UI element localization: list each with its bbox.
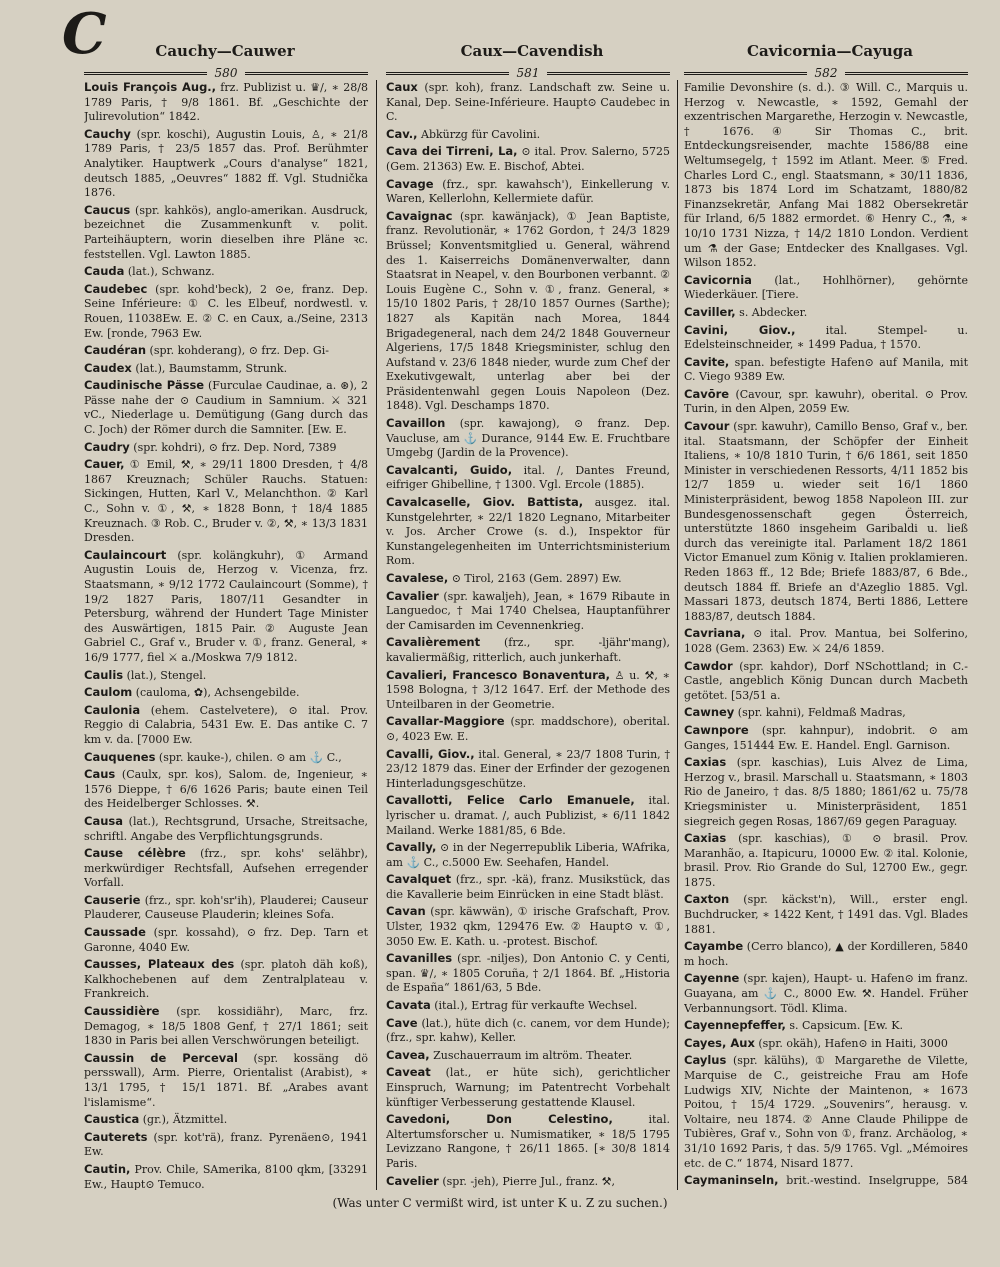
entry-text: ital. Altertumsforscher u. Numismatiker, ∗ 18/5 1795 Levizzano Rangone, † 26/11 1865. [∗ 30/8 1814 Paris. (386, 1113, 670, 1170)
entry-headword: Cavallar-Maggiore (386, 714, 505, 729)
entry-headword: Cavea, (386, 1047, 430, 1062)
dictionary-entry (84, 925, 368, 955)
dictionary-entry (386, 144, 670, 174)
page-1-number-rule (84, 66, 368, 80)
page-1-title: Cauchy—Cauwer (155, 42, 295, 60)
page-2-column (386, 80, 670, 1190)
entry-headword: Cawnpore (684, 722, 749, 737)
page-3-number: 582 (814, 66, 838, 80)
dictionary-entry (84, 203, 368, 262)
entry-text: (cauloma, ✿), Achsengebilde. (132, 686, 300, 700)
entry-text: Zuschauerraum im altröm. Theater. (429, 1048, 633, 1062)
rule-left (386, 72, 509, 75)
page-1-header (110, 42, 340, 64)
dictionary-entry (684, 626, 968, 656)
entry-text: (lat., er hüte sich), gerichtlicher Einspruch, Warnung; im Patentrecht Vorbehalt künftiger Verbesserung gestattende Klausel. (386, 1066, 670, 1109)
entry-text: (gr.), Ätzmittel. (139, 1113, 228, 1127)
dictionary-entry (684, 273, 968, 303)
page-3-title: Cavicornia—Cayuga (747, 42, 913, 60)
entry-text: (spr. käwwän), ① irische Grafschaft, Prov. Ulster, 1932 qkm, 129476 Ew. ② Haupt⊙ v. ①, 3050 Ew. E. Kath. u. -protest. Bischof. (386, 905, 670, 948)
page-3-number-rule (684, 66, 968, 80)
dictionary-entry (84, 1004, 368, 1049)
entry-text: (frz., spr. kawahsch'), Einkellerung v. Waren, Kellerlohn, Kellermiete dafür. (386, 177, 670, 206)
dictionary-entry (684, 1173, 968, 1190)
entry-headword: Caulom (84, 685, 133, 700)
entry-headword: Caudéran (84, 343, 147, 358)
dictionary-entry (386, 1016, 670, 1046)
dictionary-entry (84, 1112, 368, 1128)
entry-headword: Cayennepfeffer, (684, 1018, 786, 1033)
entry-headword: Causa (84, 813, 123, 828)
entry-headword: Cavally, (386, 840, 437, 855)
dictionary-entry (684, 892, 968, 937)
rule-left (84, 72, 207, 75)
entry-headword: Cawdor (684, 658, 733, 673)
entry-text: (lat.), Rechtsgrund, Ursache, Streitsache, schriftl. Angabe des Verpflichtungsgrunds. (84, 814, 368, 843)
page-2-title: Caux—Cavendish (460, 42, 604, 60)
entry-text: span. befestigte Hafen⊙ auf Manila, mit C. Viego 9389 Ew. (684, 355, 968, 384)
entry-text: (spr. -niljes), Don Antonio C. y Centi, span. ♛/, ∗ 1805 Coruña, † 2/1 1864. Bf. „Historia de España“ 1861/63, 5 Bde. (386, 952, 670, 995)
dictionary-entry (84, 264, 368, 280)
dictionary-entry (84, 685, 368, 701)
entry-headword: Cavedoni, Don Celestino, (386, 1112, 613, 1127)
dictionary-entry (84, 1051, 368, 1110)
entry-headword: Cavalcanti, Guido, (386, 462, 513, 477)
dictionary-entry (84, 548, 368, 666)
dictionary-entry (684, 705, 968, 721)
entry-headword: Caussidière (84, 1004, 160, 1019)
entry-text: (frz., spr. -ljähr'mang), kavaliermäßig, ritterlich, auch junkerhaft. (386, 636, 670, 664)
dictionary-entry (386, 1048, 670, 1064)
dictionary-entry (386, 714, 670, 744)
entry-headword: Cautin, (84, 1161, 131, 1176)
dictionary-entry (684, 387, 968, 417)
dictionary-entry (684, 723, 968, 753)
entry-text: (spr. kajen), Haupt- u. Hafen⊙ im franz. Guayana, am ⚓ C., 8000 Ew. ⚒. Handel. Früher Verbannungsort. Tödl. Klima. (684, 972, 968, 1015)
entry-text: (spr. kawaljeh), Jean, ∗ 1679 Ribaute in Languedoc, † Mai 1740 Chelsea, Hauptanführer der Camisarden im Cevennenkrieg. (386, 589, 670, 632)
entry-headword: Caudebec (84, 281, 148, 296)
entry-text: (lat.), Stengel. (123, 668, 207, 682)
dictionary-entry (84, 440, 368, 456)
entry-text: ⊙ ital. Prov. Mantua, bei Solferino, 1028 (Gem. 2363) Ew. ⚔ 24/6 1859. (684, 627, 968, 655)
dictionary-entry (84, 378, 368, 437)
dictionary-entry (386, 127, 670, 143)
dictionary-entry (84, 343, 368, 359)
entry-text: (spr. koschi), Augustin Louis, ♙, ∗ 21/8 1789 Paris, † 23/5 1857 das. Prof. Berühmter Analytiker. Hauptwerk „Cours d'analyse“ 1821, deutsch 1885, „Oeuvres“ 1882 ff. Vgl. Studnička 1876. (84, 127, 368, 200)
entry-text: (spr. kolängkuhr), ① Armand Augustin Louis de, Herzog v. Vicenza, frz. Staatsmann, ∗ 9/12 1772 Caulaincourt (Somme), † 19/2 1827 Paris, 1807/11 Gesandter in Petersburg, während der Hundert Tage Minister des Auswärtigen, 1815 Pair. ② Auguste Jean Gabriel C., Graf v., Bruder v. ①, franz. General, ∗ 16/9 1777, fiel ⚔ a./Moskwa 7/9 1812. (84, 548, 368, 664)
entry-text: (spr. kahnpur), indobrit. ⊙ am Ganges, 151444 Ew. E. Handel. Engl. Garnison. (684, 723, 968, 752)
entry-headword: Cavalese, (386, 571, 449, 585)
entry-headword: Cavelier (386, 1173, 439, 1188)
entry-headword: Caudex (84, 360, 132, 375)
entry-text: (lat.), Schwanz. (124, 265, 215, 279)
entry-text: ⊙ in der Negerrepublik Liberia, WAfrika, am ⚓ C., c.5000 Ew. Seehafen, Handel. (386, 841, 670, 869)
entry-text: ⊙ ital. Prov. Salerno, 5725 (Gem. 21363) Ew. E. Bischof, Abtei. (386, 145, 670, 173)
entry-headword: Cavalier (386, 588, 439, 603)
dictionary-entry (386, 177, 670, 207)
entry-headword: Cavalquet (386, 872, 452, 887)
entry-headword: Cavriana, (684, 626, 746, 641)
entry-headword: Cavanilles (386, 951, 453, 966)
entry-text: (lat., Hohlhörner), gehörnte Wiederkäuer. [Tiere. (684, 273, 968, 302)
entry-text: (spr. kahkös), anglo-amerikan. Ausdruck, bezeichnet die Zusammenkunft v. polit. Parteihäuptern, worin dieselben ihre Pläne ꝛc. feststellen. Vgl. Lawton 1885. (84, 203, 368, 261)
entry-text: (Furculae Caudinae, a. ⊛), 2 Pässe nahe der ⊙ Caudium in Samnium. ⚔ 321 vC., Niederlage u. Demütigung (Gang durch das C. Joch) der Römer durch die Samniter. [Ew. E. (84, 379, 368, 437)
entry-text: Prov. Chile, SAmerika, 8100 qkm, [33291 Ew., Haupt⊙ Temuco. (84, 1162, 368, 1190)
dictionary-entry (84, 282, 368, 341)
dictionary-entry (84, 1130, 368, 1160)
entry-headword: Cavalieri, Francesco Bonaventura, (386, 667, 610, 682)
dictionary-entry (386, 998, 670, 1014)
entry-text: (lat.), Baumstamm, Strunk. (131, 361, 288, 375)
entry-headword: Cauquenes (84, 749, 156, 764)
entry-headword: Cavaillon (386, 416, 446, 431)
entry-text: (spr. kauke-), chilen. ⊙ am ⚓ C., (155, 750, 342, 764)
entry-text: (Caulx, spr. kos), Salom. de, Ingenieur, ∗ 1576 Dieppe, † 6/6 1626 Paris; baute einen Teil des Heidelberger Schlosses. ⚒. (84, 768, 368, 811)
entry-headword: Caus (84, 767, 116, 782)
entry-text: (spr. kossidiähr), Marc, frz. Demagog, ∗ 18/5 1808 Genf, † 27/1 1861; seit 1830 in Paris bei allen Verschwörungen beteiligt. (84, 1005, 368, 1048)
entry-headword: Caylus (684, 1053, 727, 1068)
dictionary-entry (386, 209, 670, 414)
dictionary-entry (386, 668, 670, 713)
dictionary-entry (684, 1018, 968, 1034)
entry-headword: Cayenne (684, 971, 740, 986)
entry-headword: Caustica (84, 1112, 140, 1127)
page-2-header (412, 42, 652, 64)
section-letter: C (62, 1, 107, 67)
entry-headword: Cauda (84, 264, 125, 279)
entry-text: (spr. -jeh), Pierre Jul., franz. ⚒, (438, 1174, 615, 1188)
entry-text: Abkürzg für Cavolini. (417, 127, 541, 141)
entry-text: (ehem. Castelvetere), ⊙ ital. Prov. Reggio di Calabria, 5431 Ew. E. Das antike C. 7 km v. da. [7000 Ew. (84, 703, 368, 746)
dictionary-entry (684, 80, 968, 271)
dictionary-entry (84, 361, 368, 377)
dictionary-entry (386, 463, 670, 493)
dictionary-entry (386, 635, 670, 665)
entry-text: (spr. maddschore), oberital. ⊙, 4023 Ew. E. (386, 715, 670, 743)
entry-headword: Cauterets (84, 1129, 148, 1144)
entry-headword: Cavalli, Giov., (386, 746, 475, 761)
dictionary-entry (386, 872, 670, 902)
entry-text: (spr. kawajong), ⊙ franz. Dep. Vaucluse, am ⚓ Durance, 9144 Ew. E. Fruchtbare Umgebg (Jardin de la Provence). (386, 417, 670, 460)
entry-headword: Cavini, Giov., (684, 322, 796, 337)
dictionary-entry (386, 416, 670, 461)
dictionary-entry (386, 793, 670, 838)
entry-headword: Cavicornia (684, 272, 752, 287)
page-1-column (84, 80, 368, 1190)
dictionary-entry (386, 571, 670, 587)
entry-text: (spr. kossäng dö persswall), Arm. Pierre, Orientalist (Arabist), ∗ 13/1 1795, † 15/1 1871. Bf. „Arabes avant l'islamisme“. (84, 1051, 368, 1109)
entry-headword: Caulis (84, 667, 124, 682)
entry-headword: Cavallotti, Felice Carlo Emanuele, (386, 793, 635, 808)
entry-headword: Cavōre (684, 386, 730, 401)
page-1-number: 580 (214, 66, 238, 80)
entry-headword: Cavite, (684, 354, 730, 369)
entry-headword: Cauchy (84, 126, 131, 141)
entry-text: ital. General, ∗ 23/7 1808 Turin, † 23/12 1879 das. Einer der Erfinder der gezogenen Hinterladungsgeschütze. (386, 747, 670, 790)
entry-headword: Cayes, Aux (684, 1035, 755, 1050)
dictionary-entry (84, 814, 368, 844)
entry-headword: Caxton (684, 892, 730, 907)
entry-text: s. Abdecker. (735, 305, 808, 319)
dictionary-entry (684, 831, 968, 890)
entry-text: (spr. kälühs), ① Margarethe de Vilette, Marquise de C., geistreiche Frau am Hofe Ludwigs XIV, Nichte der Maintenon, ∗ 1673 Poitou, † 15/4 1729. „Souvenirs“, herausg. v. Voltaire, neu 1874. ② Anne Claude Philippe de Tubières, Graf v., Sohn von ①, franz. Archäolog, ∗ 31/10 1692 Paris, † das. 5/9 1765. Vgl. „Mémoires etc. de C.“ 1874, Nisard 1877. (684, 1054, 968, 1170)
page-2-number: 581 (516, 66, 540, 80)
entry-headword: Causerie (84, 892, 141, 907)
entry-headword: Cavan (386, 904, 426, 919)
entry-text: ital. Stempel- u. Edelsteinschneider, ∗ 1499 Padua, † 1570. (684, 323, 968, 352)
column-divider (677, 80, 678, 1190)
entry-headword: Cawney (684, 705, 735, 720)
entry-text: (lat.), hüte dich (c. canem, vor dem Hunde); (frz., spr. kahw), Keller. (386, 1016, 670, 1045)
dictionary-entry (386, 589, 670, 634)
entry-text: (spr. kohdri), ⊙ frz. Dep. Nord, 7389 (129, 440, 337, 454)
dictionary-entry (386, 747, 670, 792)
dictionary-entry (684, 323, 968, 353)
entry-text: (spr. käckst'n), Will., erster engl. Buchdrucker, ∗ 1422 Kent, † 1491 das. Vgl. Blades 1881. (684, 893, 968, 936)
dictionary-entry (684, 305, 968, 321)
entry-headword: Cav., (386, 126, 418, 141)
entry-text: (spr. kawänjack), ① Jean Baptiste, franz. Revolutionär, ∗ 1762 Gordon, † 24/3 1829 Brüssel; Konventsmitglied u. General, während des 1. Kaiserreichs Domänenverwalter, dann Staatsrat in Neapel, v. den Bourbonen verbannt. ② Louis Eugène C., Sohn v. ①, franz. General, ∗ 15/10 1802 Paris, † 28/10 1857 Ournes (Sarthe); 1827 als Kapitän nach Morea, 1844 Brigadegeneral, nach dem 24/2 1848 Gouverneur Algeriens, 17/5 1848 Kriegsminister, schlug den Aufstand v. 23/6 1848 nieder, wurde zum Chef der Exekutivgewalt, unterlag aber bei der Präsidentenwahl gegen Louis Napoleon (Dez. 1848). Vgl. Deschamps 1870. (386, 209, 670, 413)
entry-headword: Caymaninseln, (684, 1173, 779, 1188)
entry-text: ⊙ Tirol, 2163 (Gem. 2897) Ew. (448, 572, 622, 585)
entry-text: (spr. kawuhr), Camillo Benso, Graf v., ber. ital. Staatsmann, der Schöpfer der Einheit Italiens, ∗ 10/8 1810 Turin, † 6/6 1861, seit 1850 Minister in verschiedenen Ressorts, 4/11 1852 bis 12/7 1859 u. wieder seit 16/1 1860 Ministerpräsident, bewog 1858 Napoleon III. zur Bundesgenossenschaft gegen Österreich, unterstützte 1860 insgeheim Garibaldi u. ließ durch das vereinigte ital. Parlament 18/2 1861 Victor Emanuel zum König v. Italien proklamieren. Reden 1863 ff., 12 Bde; Briefe 1883/87, 6 Bde., deutsch 1884 ff. Briefe an d'Azeglio 1885. Vgl. Massari 1873, deutsch 1874, Berti 1886, Lettere 1883/87, deutsch 1884. (684, 420, 968, 623)
rule-left (684, 72, 807, 75)
entry-text: (spr. platoh däh koß), Kalkhochebenen auf dem Zentralplateau v. Frankreich. (84, 958, 368, 1001)
entry-text: (ital.), Ertrag für verkaufte Wechsel. (430, 999, 638, 1013)
entry-headword: Caussin de Perceval (84, 1050, 238, 1065)
entry-headword: Cavour (684, 419, 730, 434)
entry-text: ① Emil, ⚒, ∗ 29/11 1800 Dresden, † 4/8 1867 Kreuznach; Schüler Rauchs. Statuen: Sickingen, Hutten, Karl V., Melanchthon. ② Karl C., Sohn v. ①, ⚒, ∗ 1828 Bonn, † 18/4 1885 Kreuznach. ③ Rob. C., Bruder v. ②, ⚒, ∗ 13/3 1831 Dresden. (84, 458, 368, 545)
entry-headword: Cauer, (84, 457, 125, 472)
entry-text: (spr. kaschias), ① ⊙ brasil. Prov. Maranhão, a. Itapicuru, 10000 Ew. ② ital. Kolonie, brasil. Prov. Rio Grande do Sul, 12700 Ew., gegr. 1875. (684, 832, 968, 889)
entry-headword: Cavalcaselle, Giov. Battista, (386, 495, 584, 510)
entry-headword: Cayambe (684, 939, 744, 954)
entry-text: (Cerro blanco), ▲ der Kordilleren, 5840 m hoch. (684, 940, 968, 968)
entry-text: s. Capsicum. [Ew. K. (785, 1019, 903, 1033)
dictionary-entry (386, 1174, 670, 1190)
page-3-header (710, 42, 950, 64)
entry-text: (frz., spr. kohs' selähbr), merkwürdiger Rechtsfall, Aufsehen erregender Vorfall. (84, 847, 368, 890)
rule-right (245, 72, 368, 75)
entry-text: ital. lyrischer u. dramat. /, auch Publizist, ∗ 6/11 1842 Mailand. Werke 1881/85, 6 Bde. (386, 794, 670, 837)
dictionary-entry (84, 957, 368, 1002)
entry-headword: Caucus (84, 202, 131, 217)
entry-headword: Causses, Plateaux des (84, 957, 235, 972)
entry-text: (spr. kohderang), ⊙ frz. Dep. Gi- (146, 344, 329, 358)
column-divider (376, 80, 377, 1190)
dictionary-entry (684, 971, 968, 1016)
entry-text: (spr. kaschias), Luis Alvez de Lima, Herzog v., brasil. Marschall u. Staatsmann, ∗ 1803 Rio de Janeiro, † das. 8/5 1880; 1861/62 u. 75/78 Kriegsminister u. Ministerpräsident, 1851 siegreich gegen Rosas, 1867/69 gegen Paraguay. (684, 756, 968, 828)
entry-headword: Cavaignac (386, 208, 453, 223)
dictionary-entry (84, 893, 368, 923)
dictionary-entry (386, 951, 670, 996)
entry-headword: Caxias (684, 755, 727, 770)
entry-text: ital. /, Dantes Freund, eifriger Ghibelline, † 1300. Vgl. Ercole (1885). (386, 463, 670, 492)
dictionary-entry (386, 80, 670, 125)
dictionary-entry (84, 668, 368, 684)
dictionary-entry (84, 127, 368, 201)
entry-headword: Cavalièrement (386, 635, 481, 650)
entry-headword: Caux (386, 80, 418, 94)
rule-right (845, 72, 968, 75)
entry-headword: Cavata (386, 998, 431, 1013)
entry-headword: Caussade (84, 925, 146, 940)
entry-headword: Caxias (684, 831, 727, 846)
entry-text: ♙ u. ⚒, ∗ 1598 Bologna, † 3/12 1647. Erf. der Methode des Unteilbaren in der Geometrie. (386, 668, 670, 711)
dictionary-entry (84, 750, 368, 766)
entry-headword: Caveat (386, 1065, 431, 1080)
dictionary-entry (684, 1053, 968, 1171)
dictionary-entry (84, 703, 368, 748)
entry-text: (spr. okäh), Hafen⊙ in Haiti, 3000 (754, 1036, 948, 1050)
entry-text: frz. Publizist u. ♛/, ∗ 28/8 1789 Paris, † 9/8 1861. Bf. „Geschichte der Julirevolution“ 1842. (84, 81, 368, 124)
dictionary-entry (386, 1065, 670, 1110)
entry-text: Familie Devonshire (s. d.). ③ Will. C., Marquis u. Herzog v. Newcastle, ∗ 1592, Gemahl der exzentrischen Margarethe, Herzogin v. Newcastle, † 1676. ④ Sir Thomas C., brit. Entdeckungsreisender, machte 1586/88 eine Weltumsegelg, † 1592 im Atlant. Meer. ⑤ Fred. Charles Lord C., engl. Staatsmann, ∗ 30/11 1836, 1873 bis 1874 Lord im Schatzamt, 1880/82 Finanzsekretär, Anfang Mai 1882 Obersekretär für Irland, 6/5 1882 ermordet. ⑥ Henry C., ⚗, ∗ 10/10 1731 Nizza, † 14/2 1810 London. Verdient um ⚗ der Gase; Entdecker des Knallgases. Vgl. Wilson 1852. (684, 81, 968, 270)
dictionary-entry (84, 80, 368, 125)
dictionary-entry (684, 755, 968, 829)
entry-text: (frz., spr. koh'sr'ih), Plauderei; Causeur Plauderer, Causeuse Plauderin; kleines Sofa. (84, 893, 368, 922)
dictionary-entry (84, 457, 368, 546)
dictionary-entry (84, 1162, 368, 1190)
entry-headword: Cava dei Tirreni, La, (386, 144, 518, 159)
entry-text: (spr. kossahd), ⊙ frz. Dep. Tarn et Garonne, 4040 Ew. (84, 926, 368, 954)
page-2-number-rule (386, 66, 670, 80)
entry-headword: Caviller, (684, 304, 736, 319)
entry-headword: Caulaincourt (84, 547, 167, 562)
dictionary-entry (84, 846, 368, 891)
entry-text: (frz., spr. -kä), franz. Musikstück, das die Kavallerie beim Einrücken in eine Stadt bläst. (386, 873, 670, 901)
dictionary-entry (684, 659, 968, 704)
entry-text: (spr. kahni), Feldmaß Madras, (734, 706, 906, 720)
entry-text: brit.-westind. Inselgruppe, 584 (786, 1174, 968, 1188)
entry-text: ausgez. ital. Kunstgelehrter, ∗ 22/1 1820 Legnano, Mitarbeiter v. Jos. Archer Crowe (s. d.), Inspektor für Kunstangelegenheiten im Unterrichtsministerium Rom. (386, 496, 670, 568)
dictionary-entry (684, 1036, 968, 1052)
entry-headword: Caudinische Pässe (84, 378, 205, 393)
entry-headword: Cave (386, 1015, 418, 1030)
dictionary-entry (386, 904, 670, 949)
dictionary-entry (684, 355, 968, 385)
dictionary-entry (684, 419, 968, 624)
entry-text: (Cavour, spr. kawuhr), oberital. ⊙ Prov. Turin, in den Alpen, 2059 Ew. (684, 387, 968, 416)
page-3-column (684, 80, 968, 1190)
entry-headword: Cavage (386, 176, 434, 191)
dictionary-entry (386, 495, 670, 569)
entry-headword: Cause célèbre (84, 846, 186, 861)
entry-headword: Caudry (84, 439, 130, 454)
dictionary-entry (684, 939, 968, 969)
entry-headword: Louis François Aug., (84, 80, 217, 94)
dictionary-entry (386, 1112, 670, 1171)
entry-text: (spr. kahdor), Dorf NSchottland; in C.-Castle, angeblich König Duncan durch Macbeth getötet. [53/51 a. (684, 659, 968, 702)
rule-right (547, 72, 670, 75)
dictionary-entry (84, 767, 368, 812)
entry-headword: Caulonia (84, 702, 141, 717)
entry-text: (spr. kohd'beck), 2 ⊙e, franz. Dep. Seine Inférieure: ① C. les Elbeuf, nordwestl. v. Rouen, 11038Ew. E. ② C. en Caux, a./Seine, 2313 Ew. [ronde, 7963 Ew. (84, 282, 368, 340)
entry-text: (spr. koh), franz. Landschaft zw. Seine u. Kanal, Dep. Seine-Inférieure. Haupt⊙ Caudebec in C. (386, 81, 670, 124)
entry-text: (spr. kot'rä), franz. Pyrenäen⊙, 1941 Ew. (84, 1130, 368, 1159)
footer-note: (Was unter C vermißt wird, ist unter K u. Z zu suchen.) (332, 1196, 668, 1210)
dictionary-entry (386, 840, 670, 870)
